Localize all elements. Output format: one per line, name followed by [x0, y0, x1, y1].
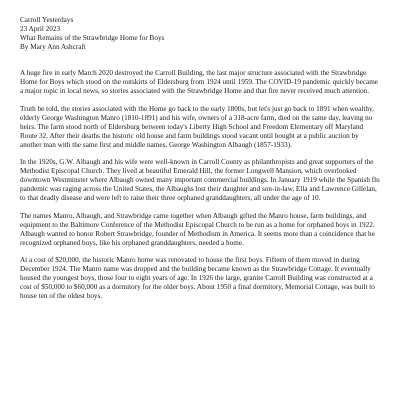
article-date: 23 April 2023 — [20, 24, 61, 33]
document-page — [20, 16, 382, 400]
article-byline: By Mary Ann Ashcraft — [20, 42, 86, 51]
article-header — [20, 16, 382, 52]
article-title: What Remains of the Strawbridge Home for Boys — [20, 33, 165, 42]
paragraph-1: A huge fire in early March 2020 destroyed the Carroll Building, the last major structure associated with the Strawbridge Home for Boys which stood on the outskirts of Eldersburg from 1924 until 1959. The COVID-19 pandemic quickly became a major topic in local news, so stories associated with the Strawbridge Home and that fire never received much attention. — [20, 69, 379, 96]
paragraph-3: In the 1920s, G.W. Albaugh and his wife were well-known in Carroll County as philanthropists and great supporters of the Methodist Episcopal Church. They lived at beautiful Emerald Hill, the former Longwell Mansion, which overlooked downtown Westminster where Albaugh owned many important commercial buildings. In January 1919 while the Spanish flu pandemic was raging across the United States, the Albaughs lost their daughter and son-in-law, Ella and Lawrence Gillelan, to that deadly disease and were left to raise their three orphaned granddaughters, all under the age of 10. — [20, 158, 380, 203]
paragraph-2: Truth be told, the stories associated with the Home go back to the early 1800s, but let's just go back to 1891 when wealthy, elderly George Washington Manro (1810-1891) and his wife, owners of a 318-acre farm, died on the same day, leaving no heirs. The farm stood north of Eldersburg between today's Liberty High School and Freedom Elementary off Maryland Route 32. After their deaths the historic old house and farm buildings stood vacant until bought at a public auction by another man with the same first and middle names, George Washington Albaugh (1857-1933). — [20, 105, 374, 149]
paragraph-5: At a cost of $20,000, the historic Manro home was renovated to house the first boys. Fifteen of them moved in during December 1924. The Manro name was dropped and the building became known as the Strawbridge Cottage. It eventually housed the youngest boys, those four to eight years of age. In 1926 the large, granite Carroll Building was constructed at a cost of $50,000 to $60,000 as a dormitory for the older boys. About 1950 a final dormitory, Memorial Cottage, was built to house ten of the oldest boys. — [20, 256, 375, 301]
column-name: Carroll Yesterdays — [20, 16, 74, 24]
paragraph-4: The names Manro, Albaugh, and Strawbridge came together when Albaugh gifted the Manro house, farm buildings, and equipment to the Baltimore Conference of the Methodist Episcopal Church to be run as a home for orphaned boys in 1922. Albaugh wanted to honor Robert Strawbridge, founder of Methodism in America. It seems more than a coincidence that he recognized orphaned boys, like his orphaned granddaughters, needed a home. — [20, 211, 375, 247]
